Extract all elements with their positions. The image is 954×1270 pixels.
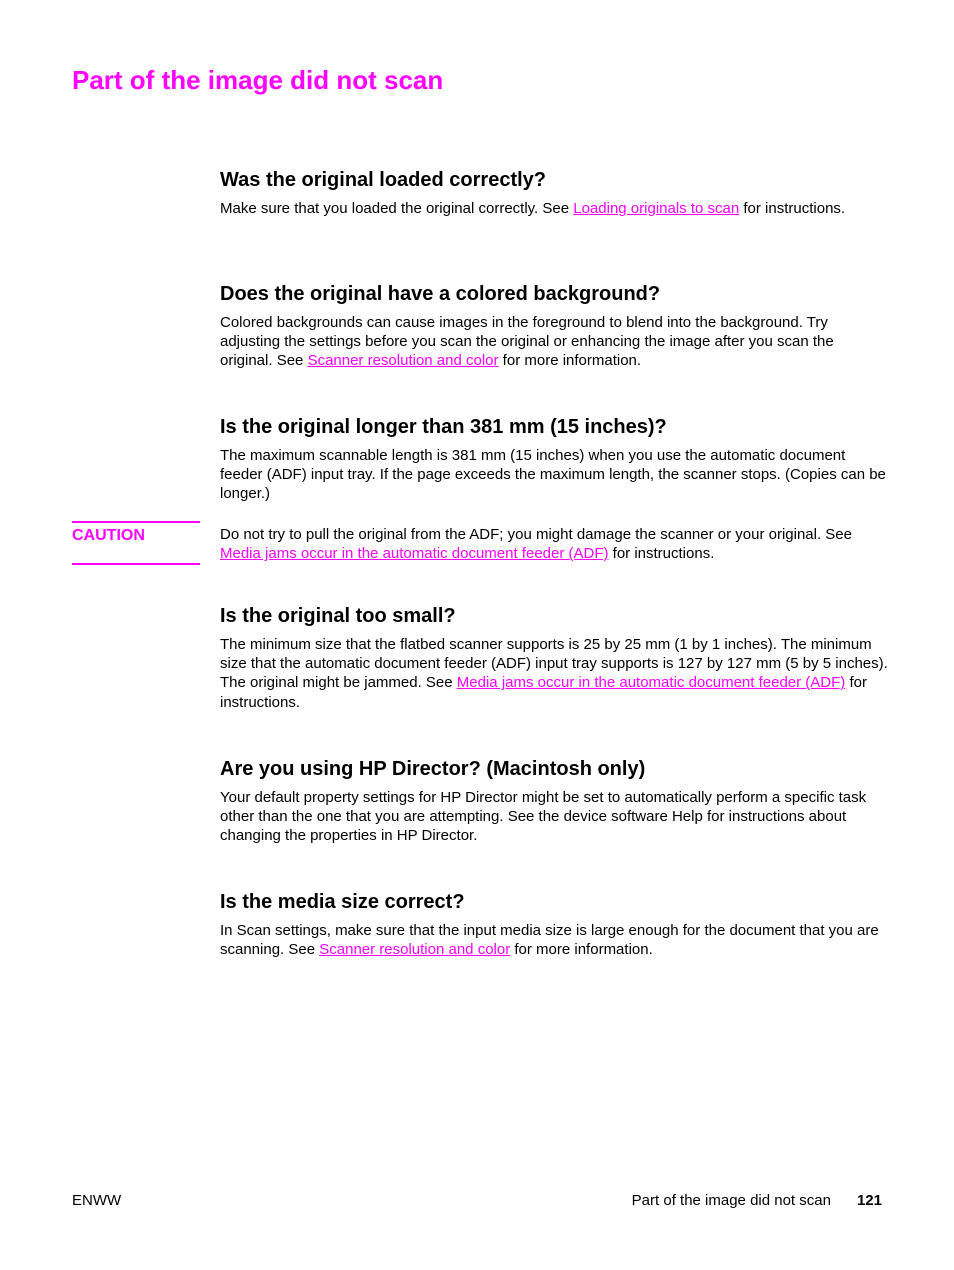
footer-chapter: Part of the image did not scan <box>631 1192 831 1209</box>
body-text: for more information. <box>498 352 642 370</box>
section-heading: Is the original longer than 381 mm (15 inches)? <box>220 416 667 438</box>
section-heading: Was the original loaded correctly? <box>220 169 546 191</box>
body-text: for more information. <box>510 941 653 959</box>
body-text: In Scan settings, make sure that the input media size is large enough for the document that you are scanning. See <box>220 922 879 959</box>
scanner-resolution-link[interactable]: Scanner resolution and color <box>319 941 511 959</box>
page-footer <box>72 1192 882 1212</box>
caution-label: CAUTION <box>72 527 145 544</box>
footer-right <box>632 1192 882 1209</box>
section-heading: Is the media size correct? <box>220 891 465 913</box>
caution-label-box <box>72 521 200 565</box>
body-text: Colored backgrounds can cause images in the foreground to blend into the background. Try adjusting the settings before you scan the original or enhancing the image after you scan the original. See <box>220 314 834 370</box>
section-body: The maximum scannable length is 381 mm (15 inches) when you use the automatic document feeder (ADF) input tray. If the page exceeds the maximum length, the scanner stops. (Copies can be longer.) <box>220 447 886 503</box>
body-text: Make sure that you loaded the original correctly. See <box>220 200 574 217</box>
media-jams-adf-link[interactable]: Media jams occur in the automatic document feeder (ADF) <box>456 674 846 692</box>
page-number: 121 <box>856 1192 882 1209</box>
section-body <box>220 921 890 959</box>
section-original-longer <box>220 414 890 504</box>
section-hp-director <box>220 756 890 846</box>
body-text: for instructions. <box>608 545 715 563</box>
scanner-resolution-link[interactable]: Scanner resolution and color <box>307 352 499 370</box>
footer-left: ENWW <box>72 1192 122 1209</box>
body-text: Do not try to pull the original from the ADF; you might damage the scanner or your original. See <box>220 526 852 543</box>
section-body: Your default property settings for HP Director might be set to automatically perform a specific task other than the one that you are attempting. See the device software Help for instructions about changing the properties in HP Director. <box>220 789 867 845</box>
caution-text <box>220 525 890 563</box>
page-title: Part of the image did not scan <box>72 65 444 95</box>
section-media-size <box>220 889 890 959</box>
body-text: for instructions. <box>739 200 846 217</box>
section-body <box>220 199 890 218</box>
media-jams-adf-link[interactable]: Media jams occur in the automatic document feeder (ADF) <box>220 545 609 563</box>
section-colored-background <box>220 281 890 371</box>
section-heading: Is the original too small? <box>220 605 456 627</box>
section-original-too-small <box>220 603 890 712</box>
body-text: The minimum size that the flatbed scanner supports is 25 by 25 mm (1 by 1 inches). The minimum size that the automatic document feeder (ADF) input tray supports is 127 by 127 mm (5 by 5 inches). The original might be jammed. See <box>220 636 888 692</box>
section-body <box>220 313 890 371</box>
section-heading: Does the original have a colored background? <box>220 283 661 305</box>
section-loaded-correctly <box>220 167 890 218</box>
loading-originals-link[interactable]: Loading originals to scan <box>573 200 740 217</box>
section-heading: Are you using HP Director? (Macintosh only) <box>220 758 646 780</box>
section-body <box>220 635 890 712</box>
body-text: for instructions. <box>220 674 867 711</box>
